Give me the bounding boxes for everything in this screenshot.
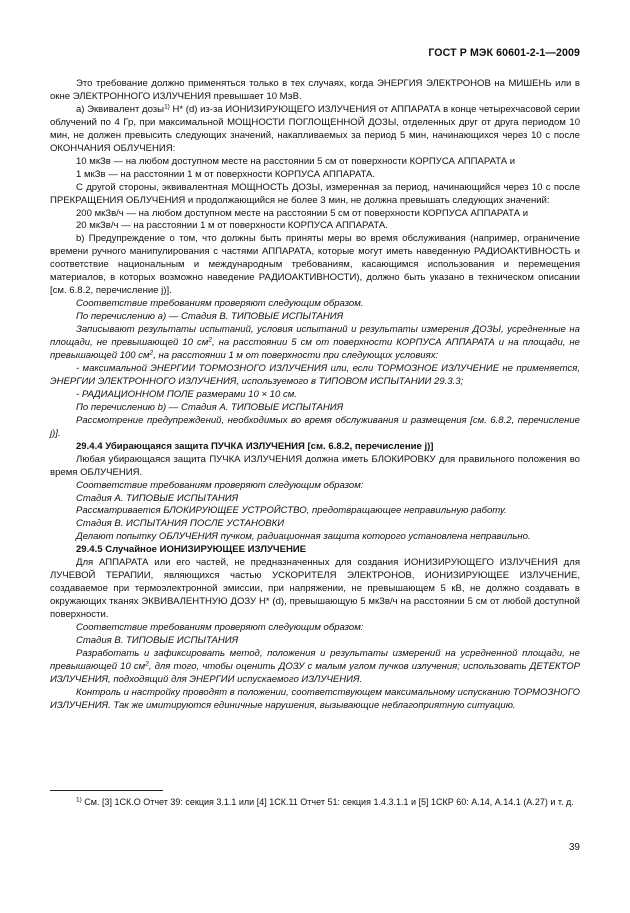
footnote-ref[interactable]: 1) bbox=[164, 103, 170, 111]
paragraph: - максимальной ЭНЕРГИИ ТОРМОЗНОГО ИЗЛУЧЕНИЯ или, если ТОРМОЗНОЕ ИЗЛУЧЕНИЕ не применяется, ЭНЕРГИИ ЭЛЕКТРОННОГО ИЗЛУЧЕНИЯ, используемого в ТИПОВОМ ИСПЫТАНИИ 29.3.3; bbox=[50, 362, 580, 387]
standard-header: ГОСТ Р МЭК 60601-2-1—2009 bbox=[428, 47, 580, 59]
paragraph: По перечислению а) — Стадия В. ТИПОВЫЕ ИСПЫТАНИЯ bbox=[76, 311, 344, 323]
paragraph: - РАДИАЦИОННОМ ПОЛЕ размерами 10 × 10 см. bbox=[76, 388, 297, 400]
paragraph: Разработать и зафиксировать метод, положения и результаты измерений на усредненной площади, не превышающей 10 $см^2$, для того, чтобы оценить ДОЗУ с малым углом пучков излучения; использовать ДЕТЕКТОР ИЗЛУЧЕНИЯ, подходящий для ЭНЕРГИИ испускаемого ИЗЛУЧЕНИЯ. bbox=[50, 647, 581, 685]
paragraph: Любая убирающаяся защита ПУЧКА ИЗЛУЧЕНИЯ должна иметь БЛОКИРОВКУ для правильного положения во время ОБЛУЧЕНИЯ. bbox=[50, 453, 580, 478]
paragraph: Делают попытку ОБЛУЧЕНИЯ пучком, радиационная защита которого установлена неправильно. bbox=[76, 531, 531, 543]
paragraph: Соответствие требованиям проверяют следующим образом: bbox=[76, 479, 364, 491]
paragraph: b) Предупреждение о том, что должны быть приняты меры во время обслуживания (например, ограничение времени ручного манипулирования с частями АППАРАТА, которые могут иметь наведенную РАДИОАКТИВНОСТЬ и соответствие национальным и международным требованиям, касающимся использования и перемещения материалов, в которых возможно наведение РАДИОАКТИВНОСТИ), должно быть указано в техническом описании [см. 6.8.2, перечисление j)]. bbox=[50, 233, 580, 297]
paragraph: По перечислению b) — Стадия А. ТИПОВЫЕ ИСПЫТАНИЯ bbox=[76, 401, 344, 413]
paragraph: Стадия В. ИСПЫТАНИЯ ПОСЛЕ УСТАНОВКИ bbox=[76, 518, 285, 530]
document-body bbox=[50, 78, 580, 713]
paragraph: С другой стороны, эквивалентная МОЩНОСТЬ ДОЗЫ, измеренная за период, начинающийся через 10 с после ПРЕКРАЩЕНИЯ ОБЛУЧЕНИЯ и продолжающийся не более 3 мин, не должна превышать следующих значений: bbox=[50, 181, 580, 206]
paragraph: а) Эквивалент дозы$^{1)}$ H* (d) из-за ИОНИЗИРУЮЩЕГО ИЗЛУЧЕНИЯ от АППАРАТА в конце четырехчасовой серии облучений по 4 Гр, при максимальной МОЩНОСТИ ПОГЛОЩЕННОЙ ДОЗЫ, отделенных друг от друга периодом 10 мин, не должен превысить следующих значений, накапливаемых за период 5 мин, начинающихся через 10 с после ОКОНЧАНИЯ ОБЛУЧЕНИЯ: bbox=[50, 103, 580, 154]
paragraph: Для АППАРАТА или его частей, не предназначенных для создания ИОНИЗИРУЮЩЕГО ИЗЛУЧЕНИЯ для ЛУЧЕВОЙ ТЕРАПИИ, являющихся частью УСКОРИТЕЛЯ ЭЛЕКТРОНОВ, ИОНИЗИРУЮЩЕЕ ИЗЛУЧЕНИЕ, создаваемое при термоэлектронной эмиссии, при напряжении, не превышающем 5 кВ, не должно создавать в окружающих тканях ЭКВИВАЛЕНТНУЮ ДОЗУ H* (d), превышающую 5 мкЗв/ч на расстоянии 5 см от любой доступной поверхности. bbox=[50, 557, 580, 621]
page-number: 39 bbox=[568, 842, 580, 853]
paragraph: Контроль и настройку проводят в положении, соответствующем максимальному испусканию ТОРМОЗНОГО ИЗЛУЧЕНИЯ. Так же имитируются единичные нарушения, вызывающие неблагоприятную ситуацию. bbox=[50, 686, 580, 711]
paragraph: 1 мкЗв — на расстоянии 1 м от поверхности КОРПУСА АППАРАТА. bbox=[76, 168, 375, 180]
section-heading: 29.4.5 Случайное ИОНИЗИРУЮЩЕЕ ИЗЛУЧЕНИЕ bbox=[76, 544, 307, 556]
paragraph: 10 мкЗв — на любом доступном месте на расстоянии 5 см от поверхности КОРПУСА АППАРАТА и bbox=[76, 155, 516, 167]
paragraph: 200 мкЗв/ч — на любом доступном месте на расстоянии 5 см от поверхности КОРПУСА АППАРАТА и bbox=[76, 207, 529, 219]
paragraph: Записывают результаты испытаний, условия испытаний и результаты измерения ДОЗЫ, усредненные на площади, не превышающей 10 $см^2$, на расстоянии 5 см от поверхности КОРПУСА АППАРАТА и на площади, не превышающей 100 $см^2$, на расстоянии 1 м от поверхности при следующих условиях: bbox=[50, 324, 580, 362]
paragraph: Рассматривается БЛОКИРУЮЩЕЕ УСТРОЙСТВО, предотвращающее неправильную работу. bbox=[76, 505, 507, 517]
footnote-marker: 1) bbox=[76, 796, 82, 804]
paragraph: Соответствие требованиям проверяют следующим образом: bbox=[76, 622, 364, 634]
paragraph: Это требование должно применяться только в тех случаях, когда ЭНЕРГИЯ ЭЛЕКТРОНОВ на МИШЕНЬ или в окне ЭЛЕКТРОННОГО ИЗЛУЧЕНИЯ превышает 10 МэВ. bbox=[50, 78, 580, 102]
paragraph: Рассмотрение предупреждений, необходимых во время обслуживания и размещения [см. 6.8.2, перечисление j)]. bbox=[50, 414, 580, 439]
paragraph: Стадия А. ТИПОВЫЕ ИСПЫТАНИЯ bbox=[76, 492, 239, 504]
section-heading: 29.4.4 Убирающаяся защита ПУЧКА ИЗЛУЧЕНИЯ [см. 6.8.2, перечисление j)] bbox=[76, 440, 434, 452]
paragraph: 20 мкЗв/ч — на расстоянии 1 м от поверхности КОРПУСА АППАРАТА. bbox=[76, 220, 388, 232]
footnote-divider bbox=[50, 790, 163, 791]
paragraph: Стадия В. ТИПОВЫЕ ИСПЫТАНИЯ bbox=[76, 634, 239, 646]
paragraph: Соответствие требованиям проверяют следующим образом. bbox=[76, 298, 364, 310]
footnote-text: См. [3] 1СК.О Отчет 39: секция 3.1.1 или [4] 1СК.11 Отчет 51: секция 1.4.3.1.1 и [5] 1СКР 60: А.14, А.14.1 (А.27) и т. д. bbox=[81, 797, 574, 807]
footnote bbox=[50, 796, 580, 809]
